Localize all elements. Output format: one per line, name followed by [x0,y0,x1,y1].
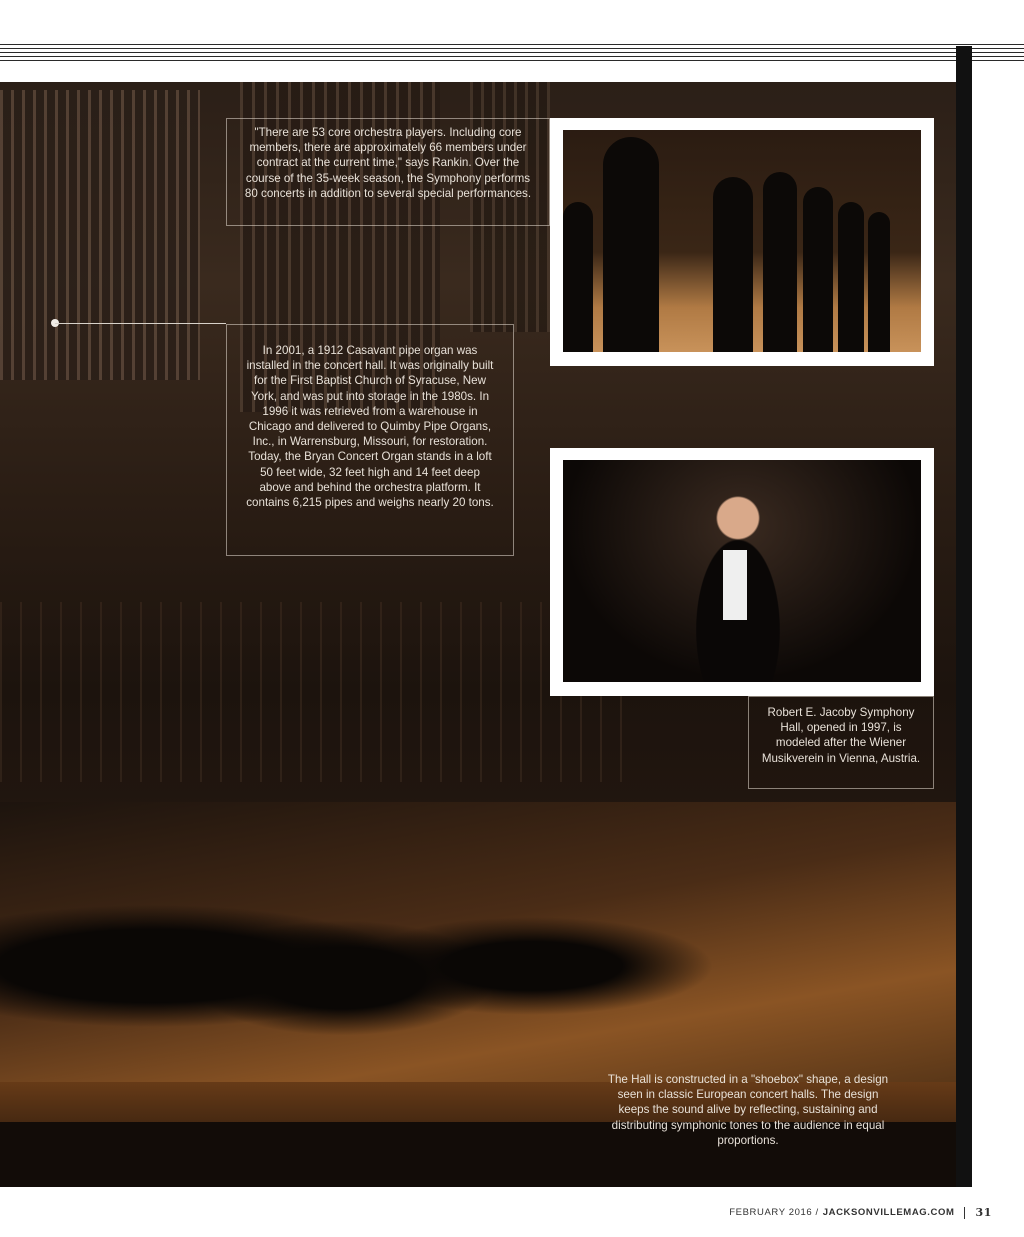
orchestra-standing-photo [563,130,921,352]
photo-frame-orchestra-standing [550,118,934,366]
page-edge-bar [956,46,972,1187]
page-footer [729,1206,992,1219]
organ-pipes-left [0,90,200,380]
page-number: 31 [975,1206,992,1219]
conductor-photo [563,460,921,682]
caption-shoebox: The Hall is constructed in a "shoebox" shape, a design seen in classic European concert halls. The design keeps the sound alive by reflecting, sustaining and distributing symphonic tones to the audience in equal proportions. [607,1073,889,1147]
header-rules [0,44,1024,64]
caption-core-players: "There are 53 core orchestra players. Including core members, there are approximately 66 members under contract at the current time," says Rankin. Over the course of the 35-week season, the Symphony performs 80 concerts in addition to several special performances. [226,118,550,226]
footer-date: FEBRUARY 2016 / [729,1207,819,1218]
orchestra-musicians [0,822,760,1062]
leader-line [55,323,226,324]
footer-separator [964,1207,965,1219]
caption-organ: In 2001, a 1912 Casavant pipe organ was installed in the concert hall. It was originally built for the First Baptist Church of Syracuse, New York, and was put into storage in the 1980s. In 1996 it was retrieved from a warehouse in Chicago and delivered to Quimby Pipe Organs, Inc., in Warrensburg, Missouri, for restoration. Today, the Bryan Concert Organ stands in a loft 50 feet wide, 32 feet high and 14 feet deep above and behind the orchestra platform. It contains 6,215 pipes and weighs nearly 20 tons. [226,324,514,556]
conductor-shirt [723,550,747,620]
hall-grille [0,602,640,782]
photo-frame-conductor [550,448,934,696]
footer-site: JACKSONVILLEMAG.COM [822,1207,955,1218]
caption-hall: Robert E. Jacoby Symphony Hall, opened in 1997, is modeled after the Wiener Musikverein in Vienna, Austria. [748,696,934,789]
